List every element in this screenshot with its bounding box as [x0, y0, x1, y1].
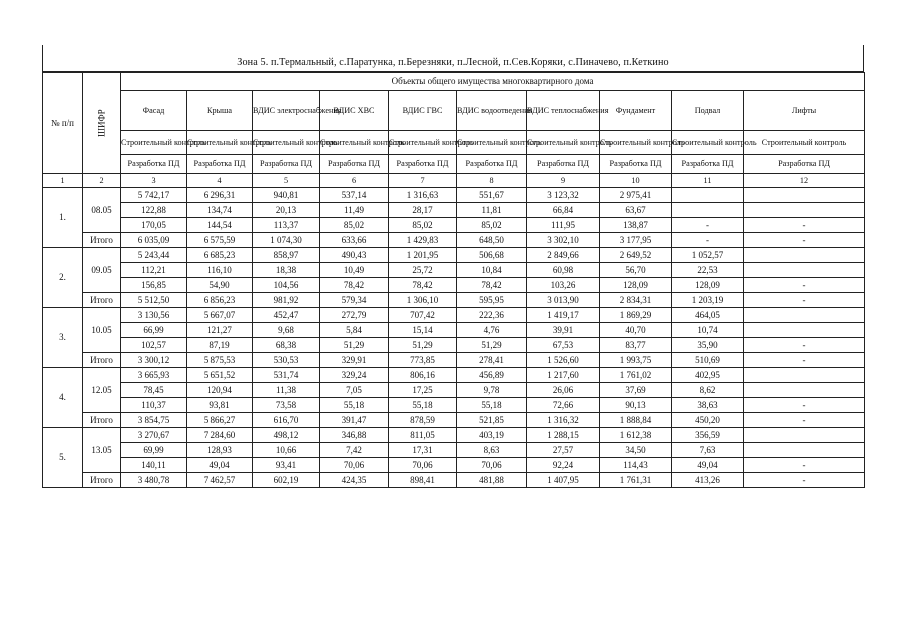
value-cell: 6 685,23 [187, 248, 253, 263]
value-cell: 806,16 [389, 368, 457, 383]
value-cell: 49,04 [187, 458, 253, 473]
value-cell: 22,53 [672, 263, 744, 278]
total-cell: 3 854,75 [121, 413, 187, 428]
value-cell: 26,06 [527, 383, 600, 398]
value-cell: 68,38 [253, 338, 320, 353]
table-row [43, 338, 865, 353]
total-cell: 3 300,12 [121, 353, 187, 368]
value-cell: 78,45 [121, 383, 187, 398]
value-cell: 138,87 [600, 218, 672, 233]
value-cell: - [744, 458, 865, 473]
value-cell: 93,41 [253, 458, 320, 473]
value-cell: 2 975,41 [600, 188, 672, 203]
value-cell: 38,63 [672, 398, 744, 413]
value-cell: 7,63 [672, 443, 744, 458]
total-cell: 6 575,59 [187, 233, 253, 248]
value-cell: 222,36 [457, 308, 527, 323]
total-cell: 1 761,31 [600, 473, 672, 488]
value-cell: 17,31 [389, 443, 457, 458]
value-cell: 402,95 [672, 368, 744, 383]
value-cell: 28,17 [389, 203, 457, 218]
value-cell: 40,70 [600, 323, 672, 338]
value-cell: 116,10 [187, 263, 253, 278]
value-cell: 8,63 [457, 443, 527, 458]
header-no: № п/п [43, 73, 83, 174]
value-cell: 5 667,07 [187, 308, 253, 323]
table-row [43, 263, 865, 278]
value-cell: 85,02 [389, 218, 457, 233]
design-header-11: Разработка ПД [672, 155, 744, 174]
row-cipher: 13.05 [83, 428, 121, 473]
value-cell: 490,43 [320, 248, 389, 263]
total-cell: 3 480,78 [121, 473, 187, 488]
value-cell: 456,89 [457, 368, 527, 383]
value-cell: 452,47 [253, 308, 320, 323]
value-cell: 17,25 [389, 383, 457, 398]
value-cell: - [744, 398, 865, 413]
column-header-6: ВДИС ХВС [320, 91, 389, 131]
value-cell: 78,42 [457, 278, 527, 293]
value-cell: 5 742,17 [121, 188, 187, 203]
total-cell: 1 074,30 [253, 233, 320, 248]
value-cell: 531,74 [253, 368, 320, 383]
total-row [43, 233, 865, 248]
control-header-12: Строительный контроль [744, 131, 865, 155]
table-row [43, 203, 865, 218]
value-cell: 7,05 [320, 383, 389, 398]
value-cell [744, 188, 865, 203]
value-cell: 111,95 [527, 218, 600, 233]
total-cell: 648,50 [457, 233, 527, 248]
table-row [43, 248, 865, 263]
value-cell: 51,29 [389, 338, 457, 353]
value-cell: 1 316,63 [389, 188, 457, 203]
column-header-8: ВДИС водоотведения [457, 91, 527, 131]
row-number: 3. [43, 308, 83, 368]
value-cell: 113,37 [253, 218, 320, 233]
value-cell: 498,12 [253, 428, 320, 443]
total-label: Итого [83, 353, 121, 368]
table-row [43, 428, 865, 443]
total-cell: - [744, 293, 865, 308]
total-row [43, 413, 865, 428]
value-cell: 1 201,95 [389, 248, 457, 263]
value-cell: 1 761,02 [600, 368, 672, 383]
total-cell: 981,92 [253, 293, 320, 308]
value-cell [672, 203, 744, 218]
table-row [43, 443, 865, 458]
value-cell: 3 130,56 [121, 308, 187, 323]
value-cell: 49,04 [672, 458, 744, 473]
column-number-12: 12 [744, 174, 865, 188]
total-cell: 602,19 [253, 473, 320, 488]
table-row [43, 398, 865, 413]
header-cipher-text: ШИФР [96, 109, 107, 137]
value-cell: 92,24 [527, 458, 600, 473]
control-header-11: Строительный контроль [672, 131, 744, 155]
total-row [43, 473, 865, 488]
value-cell: 55,18 [389, 398, 457, 413]
control-header-4: Строительный контроль [187, 131, 253, 155]
value-cell: 110,37 [121, 398, 187, 413]
control-header-3: Строительный контроль [121, 131, 187, 155]
value-cell: 114,43 [600, 458, 672, 473]
value-cell: 144,54 [187, 218, 253, 233]
header-cipher [83, 73, 121, 174]
table-row [43, 458, 865, 473]
column-header-9: ВДИС теплоснабжения [527, 91, 600, 131]
value-cell [744, 323, 865, 338]
value-cell: 128,09 [672, 278, 744, 293]
row-cipher: 12.05 [83, 368, 121, 413]
value-cell: 3 665,93 [121, 368, 187, 383]
value-cell: 1 217,60 [527, 368, 600, 383]
value-cell: 11,38 [253, 383, 320, 398]
value-cell: 140,11 [121, 458, 187, 473]
total-cell: 3 013,90 [527, 293, 600, 308]
total-cell: 424,35 [320, 473, 389, 488]
total-cell: 450,20 [672, 413, 744, 428]
value-cell: 10,49 [320, 263, 389, 278]
column-header-10: Фундамент [600, 91, 672, 131]
value-cell: 9,68 [253, 323, 320, 338]
control-header-8: Строительный контроль [457, 131, 527, 155]
value-cell: 25,72 [389, 263, 457, 278]
value-cell: 20,13 [253, 203, 320, 218]
value-cell: 69,99 [121, 443, 187, 458]
total-cell: 1 203,19 [672, 293, 744, 308]
value-cell: 27,57 [527, 443, 600, 458]
control-header-6: Строительный контроль [320, 131, 389, 155]
total-cell: 1 993,75 [600, 353, 672, 368]
total-cell: 521,85 [457, 413, 527, 428]
value-cell: 112,21 [121, 263, 187, 278]
value-cell: 66,99 [121, 323, 187, 338]
design-header-8: Разработка ПД [457, 155, 527, 174]
total-cell: 1 429,83 [389, 233, 457, 248]
value-cell: 551,67 [457, 188, 527, 203]
value-cell: 346,88 [320, 428, 389, 443]
total-cell: 7 462,57 [187, 473, 253, 488]
row-cipher: 10.05 [83, 308, 121, 353]
design-header-7: Разработка ПД [389, 155, 457, 174]
value-cell: 83,77 [600, 338, 672, 353]
value-cell [744, 263, 865, 278]
total-cell: - [744, 413, 865, 428]
value-cell: 85,02 [320, 218, 389, 233]
value-cell: 3 123,32 [527, 188, 600, 203]
value-cell: 3 270,67 [121, 428, 187, 443]
value-cell: 11,81 [457, 203, 527, 218]
value-cell: 51,29 [457, 338, 527, 353]
value-cell: 67,53 [527, 338, 600, 353]
value-cell: 5 651,52 [187, 368, 253, 383]
zone-title: Зона 5. п.Термальный, с.Паратунка, п.Березняки, п.Лесной, п.Сев.Коряки, с.Пиначево, п.Кеткино [237, 57, 669, 68]
value-cell: 93,81 [187, 398, 253, 413]
value-cell: 2 649,52 [600, 248, 672, 263]
table-row [43, 383, 865, 398]
total-cell: 898,41 [389, 473, 457, 488]
value-cell: 6 296,31 [187, 188, 253, 203]
total-cell: 2 834,31 [600, 293, 672, 308]
column-number-8: 8 [457, 174, 527, 188]
value-cell: 10,84 [457, 263, 527, 278]
value-cell: 134,74 [187, 203, 253, 218]
total-cell: 1 306,10 [389, 293, 457, 308]
value-cell: 55,18 [320, 398, 389, 413]
value-cell: 2 849,66 [527, 248, 600, 263]
value-cell: 70,06 [457, 458, 527, 473]
value-cell: 35,90 [672, 338, 744, 353]
header-group: Объекты общего имущества многоквартирного дома [121, 73, 865, 91]
design-header-3: Разработка ПД [121, 155, 187, 174]
value-cell: 51,29 [320, 338, 389, 353]
column-number-1: 1 [43, 174, 83, 188]
value-cell: 54,90 [187, 278, 253, 293]
total-cell: 633,66 [320, 233, 389, 248]
total-cell: 5 512,50 [121, 293, 187, 308]
total-cell: - [744, 473, 865, 488]
design-header-10: Разработка ПД [600, 155, 672, 174]
value-cell: 104,56 [253, 278, 320, 293]
value-cell: 537,14 [320, 188, 389, 203]
total-cell: 3 302,10 [527, 233, 600, 248]
total-cell: 773,85 [389, 353, 457, 368]
value-cell [744, 368, 865, 383]
value-cell: 70,06 [320, 458, 389, 473]
control-header-10: Строительный контроль [600, 131, 672, 155]
value-cell: 356,59 [672, 428, 744, 443]
value-cell: 707,42 [389, 308, 457, 323]
row-number: 4. [43, 368, 83, 428]
row-cipher: 09.05 [83, 248, 121, 293]
table-row [43, 323, 865, 338]
value-cell: 7,42 [320, 443, 389, 458]
value-cell: 37,69 [600, 383, 672, 398]
value-cell: 55,18 [457, 398, 527, 413]
control-header-5: Строительный контроль [253, 131, 320, 155]
table-row [43, 368, 865, 383]
total-label: Итого [83, 233, 121, 248]
total-cell: 391,47 [320, 413, 389, 428]
value-cell: 858,97 [253, 248, 320, 263]
value-cell: 128,93 [187, 443, 253, 458]
value-cell: 5 243,44 [121, 248, 187, 263]
value-cell: 811,05 [389, 428, 457, 443]
total-cell: 329,91 [320, 353, 389, 368]
column-header-12: Лифты [744, 91, 865, 131]
value-cell: 170,05 [121, 218, 187, 233]
column-number-7: 7 [389, 174, 457, 188]
value-cell: 272,79 [320, 308, 389, 323]
column-number-9: 9 [527, 174, 600, 188]
design-header-12: Разработка ПД [744, 155, 865, 174]
control-header-7: Строительный контроль [389, 131, 457, 155]
total-cell: 595,95 [457, 293, 527, 308]
value-cell: - [744, 278, 865, 293]
total-cell: 530,53 [253, 353, 320, 368]
value-cell: 66,84 [527, 203, 600, 218]
row-number: 5. [43, 428, 83, 488]
column-number-6: 6 [320, 174, 389, 188]
column-number-4: 4 [187, 174, 253, 188]
value-cell: 18,38 [253, 263, 320, 278]
value-cell: 128,09 [600, 278, 672, 293]
value-cell: 85,02 [457, 218, 527, 233]
value-cell: 940,81 [253, 188, 320, 203]
value-cell: 464,05 [672, 308, 744, 323]
total-cell: 481,88 [457, 473, 527, 488]
value-cell: 10,66 [253, 443, 320, 458]
column-number-11: 11 [672, 174, 744, 188]
value-cell: 4,76 [457, 323, 527, 338]
value-cell: 10,74 [672, 323, 744, 338]
total-cell: 1 526,60 [527, 353, 600, 368]
value-cell: 70,06 [389, 458, 457, 473]
total-cell: 579,34 [320, 293, 389, 308]
value-cell [744, 203, 865, 218]
value-cell: 7 284,60 [187, 428, 253, 443]
control-header-9: Строительный контроль [527, 131, 600, 155]
value-cell: 102,57 [121, 338, 187, 353]
total-cell: 1 407,95 [527, 473, 600, 488]
value-cell [744, 383, 865, 398]
value-cell: 156,85 [121, 278, 187, 293]
value-cell: 56,70 [600, 263, 672, 278]
design-header-6: Разработка ПД [320, 155, 389, 174]
total-cell: 616,70 [253, 413, 320, 428]
value-cell: 506,68 [457, 248, 527, 263]
value-cell: 15,14 [389, 323, 457, 338]
value-cell: 5,84 [320, 323, 389, 338]
value-cell: 39,91 [527, 323, 600, 338]
value-cell: 78,42 [389, 278, 457, 293]
total-row [43, 353, 865, 368]
value-cell: 1 052,57 [672, 248, 744, 263]
value-cell: 78,42 [320, 278, 389, 293]
value-cell [744, 248, 865, 263]
design-header-5: Разработка ПД [253, 155, 320, 174]
column-number-2: 2 [83, 174, 121, 188]
value-cell: 90,13 [600, 398, 672, 413]
total-cell: 6 856,23 [187, 293, 253, 308]
value-cell: 121,27 [187, 323, 253, 338]
total-cell: - [744, 353, 865, 368]
row-number: 1. [43, 188, 83, 248]
total-cell: 878,59 [389, 413, 457, 428]
value-cell: 9,78 [457, 383, 527, 398]
design-header-9: Разработка ПД [527, 155, 600, 174]
value-cell: 1 612,38 [600, 428, 672, 443]
total-cell: - [672, 233, 744, 248]
value-cell [744, 443, 865, 458]
value-cell: 72,66 [527, 398, 600, 413]
value-cell: 73,58 [253, 398, 320, 413]
value-cell: - [744, 338, 865, 353]
value-cell [672, 188, 744, 203]
value-cell: 403,19 [457, 428, 527, 443]
total-label: Итого [83, 473, 121, 488]
value-cell: 329,24 [320, 368, 389, 383]
table-row [43, 188, 865, 203]
value-cell: 1 288,15 [527, 428, 600, 443]
total-cell: 6 035,09 [121, 233, 187, 248]
row-cipher: 08.05 [83, 188, 121, 233]
total-cell: 510,69 [672, 353, 744, 368]
value-cell: 8,62 [672, 383, 744, 398]
value-cell: 34,50 [600, 443, 672, 458]
value-cell: 1 419,17 [527, 308, 600, 323]
column-header-3: Фасад [121, 91, 187, 131]
column-number-10: 10 [600, 174, 672, 188]
value-cell: 122,88 [121, 203, 187, 218]
column-number-5: 5 [253, 174, 320, 188]
column-header-7: ВДИС ГВС [389, 91, 457, 131]
total-label: Итого [83, 413, 121, 428]
total-cell: 413,26 [672, 473, 744, 488]
value-cell: - [672, 218, 744, 233]
total-label: Итого [83, 293, 121, 308]
design-header-4: Разработка ПД [187, 155, 253, 174]
column-number-3: 3 [121, 174, 187, 188]
value-cell: 87,19 [187, 338, 253, 353]
value-cell: 1 869,29 [600, 308, 672, 323]
total-cell: 1 888,84 [600, 413, 672, 428]
value-cell: 120,94 [187, 383, 253, 398]
table-row [43, 278, 865, 293]
row-number: 2. [43, 248, 83, 308]
value-cell: 103,26 [527, 278, 600, 293]
total-row [43, 293, 865, 308]
cost-table [42, 72, 865, 488]
table-row [43, 218, 865, 233]
total-cell: 278,41 [457, 353, 527, 368]
value-cell [744, 308, 865, 323]
total-cell: 5 866,27 [187, 413, 253, 428]
column-header-5: ВДИС электроснабжения [253, 91, 320, 131]
value-cell [744, 428, 865, 443]
value-cell: 63,67 [600, 203, 672, 218]
total-cell: 5 875,53 [187, 353, 253, 368]
value-cell: - [744, 218, 865, 233]
total-cell: 1 316,32 [527, 413, 600, 428]
value-cell: 60,98 [527, 263, 600, 278]
value-cell: 11,49 [320, 203, 389, 218]
table-row [43, 308, 865, 323]
total-cell: - [744, 233, 865, 248]
column-header-11: Подвал [672, 91, 744, 131]
column-header-4: Крыша [187, 91, 253, 131]
total-cell: 3 177,95 [600, 233, 672, 248]
